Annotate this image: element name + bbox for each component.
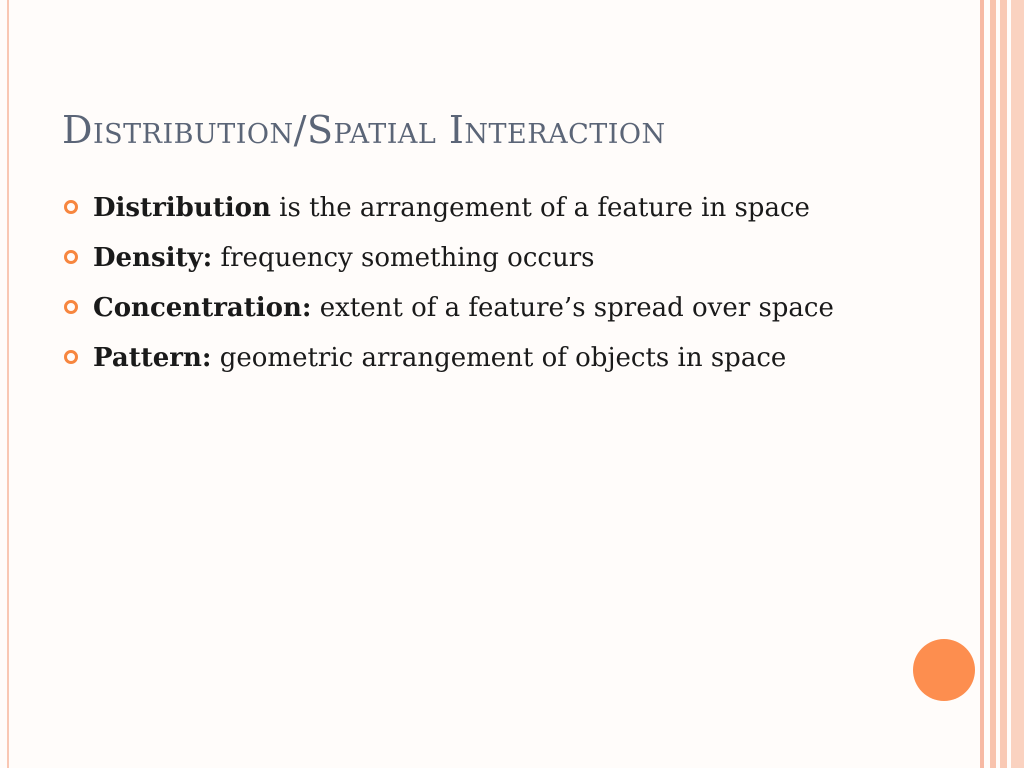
bullet-term: Density: — [93, 243, 213, 273]
accent-circle — [913, 639, 975, 701]
bullet-definition: geometric arrangement of objects in space — [211, 343, 787, 373]
slide-title: Distribution/Spatial Interaction — [62, 108, 666, 152]
bullet-term: Distribution — [93, 193, 271, 223]
bullet-marker-icon — [64, 350, 78, 364]
bullet-list — [62, 188, 882, 388]
bullet-term: Concentration: — [93, 293, 312, 323]
left-border-line — [7, 0, 9, 768]
bullet-item-density — [62, 238, 882, 278]
decorative-stripe — [990, 0, 996, 768]
bullet-marker-icon — [64, 250, 78, 264]
bullet-definition: is the arrangement of a feature in space — [270, 193, 810, 223]
bullet-item-pattern — [62, 338, 882, 378]
bullet-item-concentration — [62, 288, 882, 328]
decorative-stripe — [1000, 0, 1007, 768]
bullet-definition: extent of a feature’s spread over space — [311, 293, 834, 323]
decorative-stripe — [980, 0, 984, 768]
decorative-stripe — [1011, 0, 1024, 768]
bullet-term: Pattern: — [93, 343, 212, 373]
bullet-marker-icon — [64, 200, 78, 214]
bullet-definition: frequency something occurs — [212, 243, 595, 273]
bullet-item-distribution — [62, 188, 882, 228]
bullet-marker-icon — [64, 300, 78, 314]
